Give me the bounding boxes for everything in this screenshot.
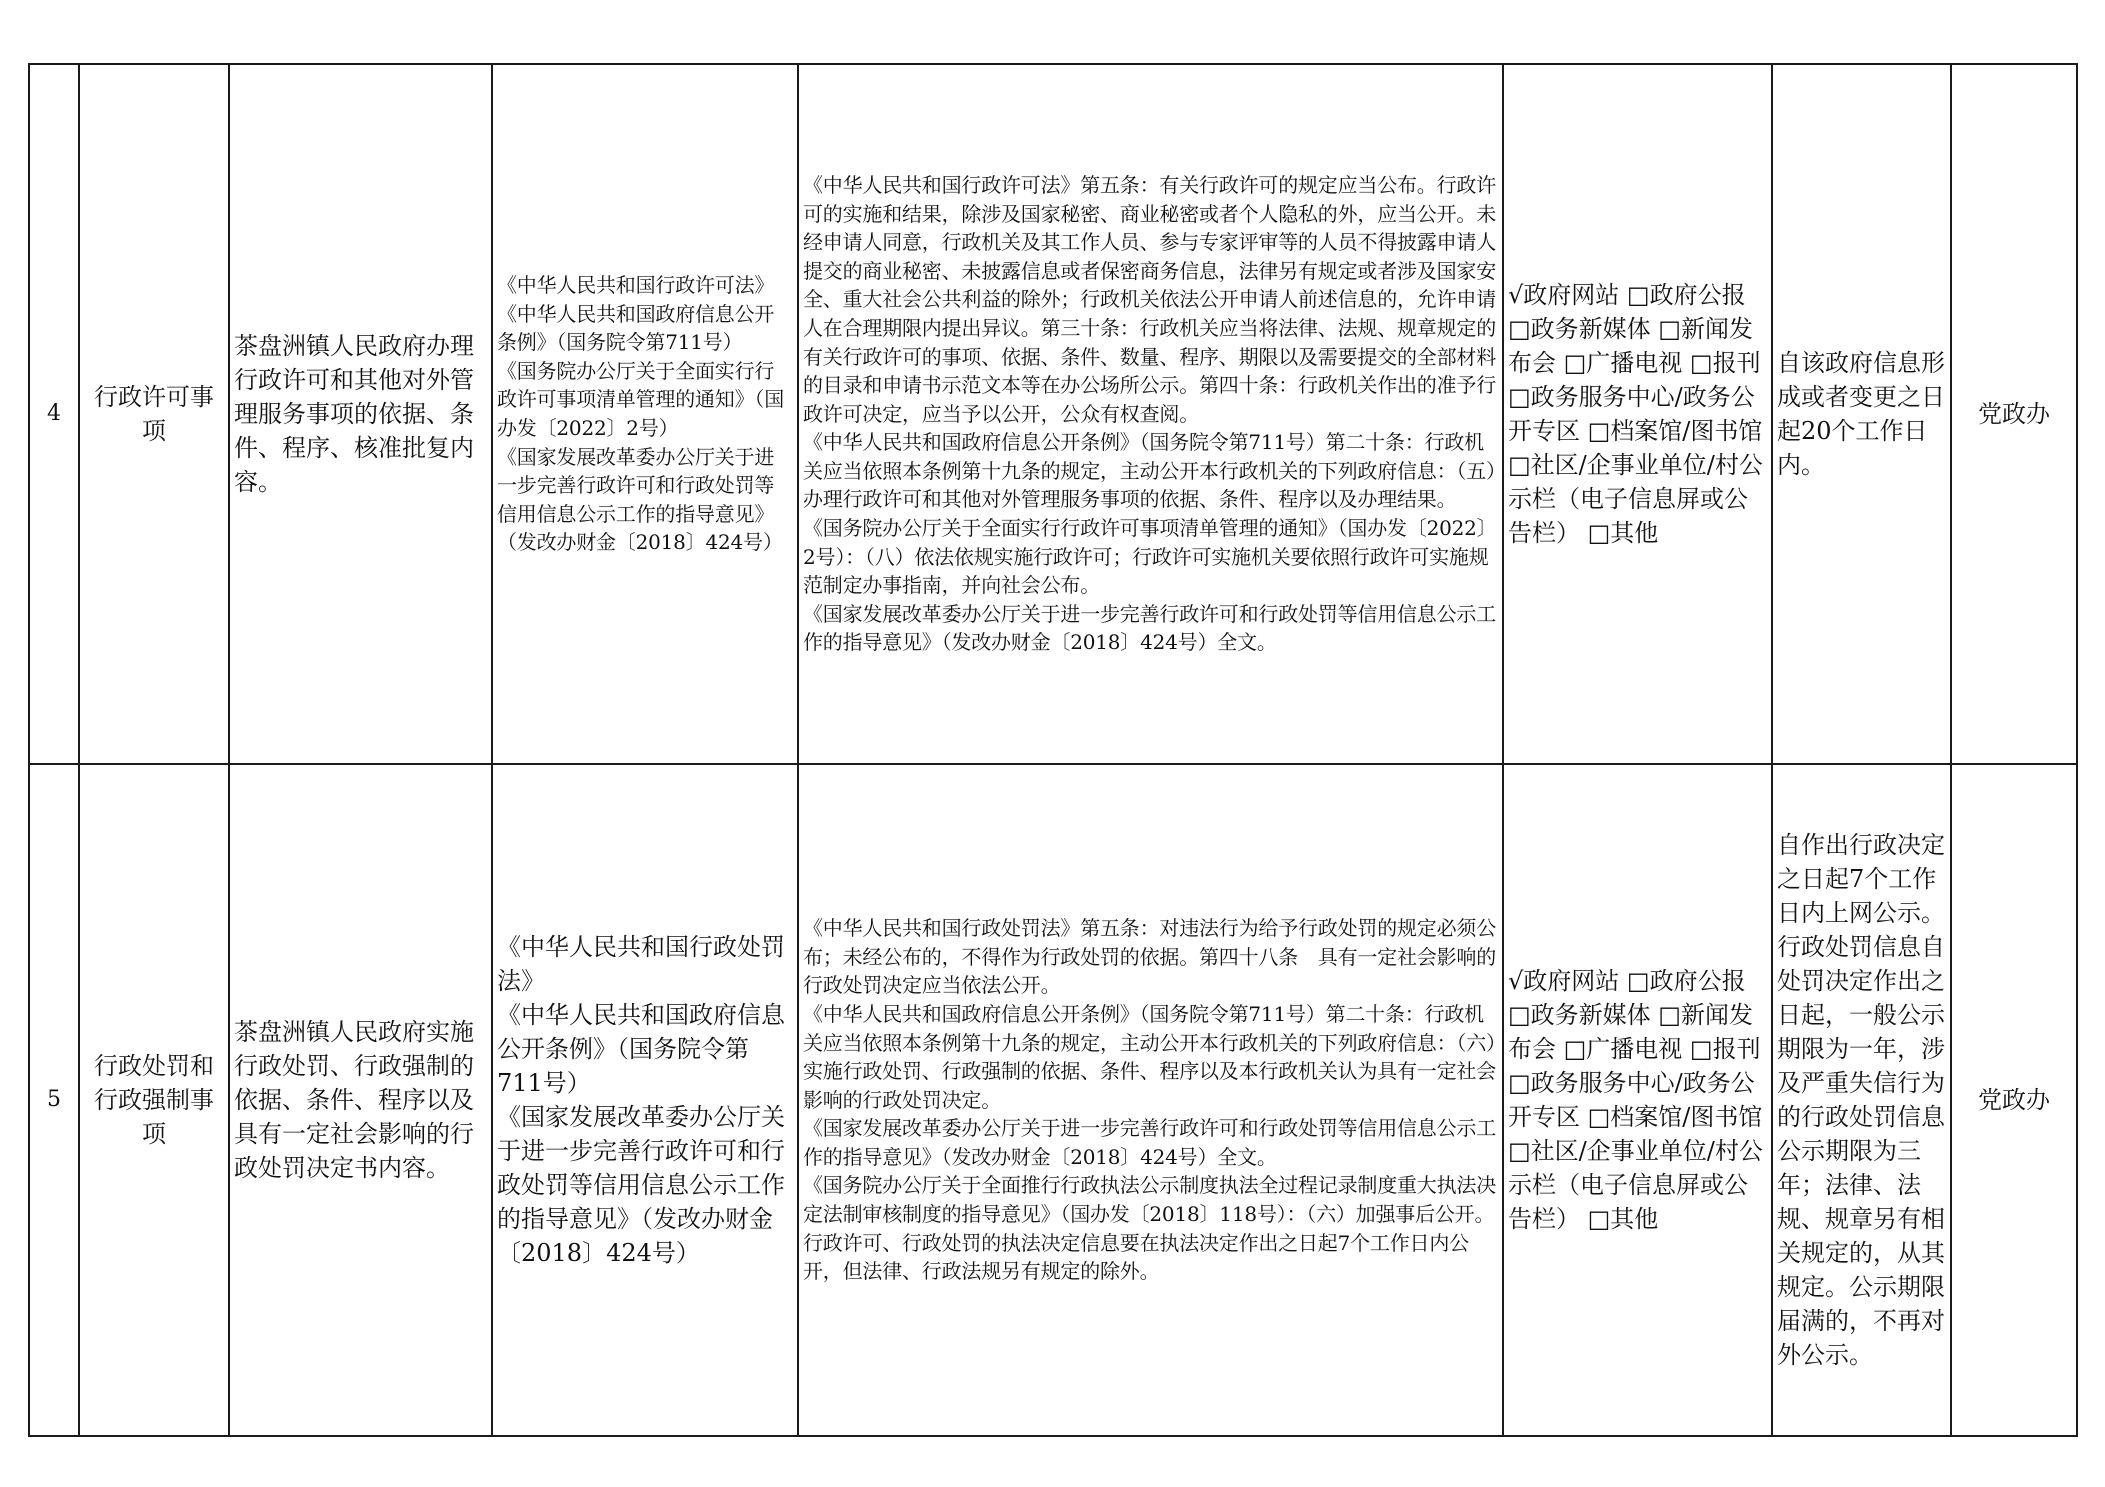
item-category: 行政许可事项 [79, 64, 229, 764]
item-category: 行政处罚和行政强制事项 [79, 764, 229, 1436]
responsible-department: 党政办 [1951, 64, 2077, 764]
row-index: 4 [29, 64, 79, 764]
table-row [29, 64, 2077, 764]
disclosure-content: 茶盘洲镇人民政府办理行政许可和其他对外管理服务事项的依据、条件、程序、核准批复内容。 [229, 64, 492, 764]
disclosure-channels: √政府网站 □政府公报 □政务新媒体 □新闻发布会 □广播电视 □报刊 □政务服务中心/政务公开专区 □档案馆/图书馆 □社区/企事业单位/村公示栏（电子信息屏或公告栏） □其他 [1503, 764, 1772, 1436]
disclosure-table [28, 63, 2078, 1437]
table-row [29, 764, 2077, 1436]
disclosure-channels: √政府网站 □政府公报 □政务新媒体 □新闻发布会 □广播电视 □报刊 □政务服务中心/政务公开专区 □档案馆/图书馆 □社区/企事业单位/村公示栏（电子信息屏或公告栏） □其他 [1503, 64, 1772, 764]
time-limit: 自该政府信息形成或者变更之日起20个工作日内。 [1772, 64, 1951, 764]
disclosure-content: 茶盘洲镇人民政府实施行政处罚、行政强制的依据、条件、程序以及具有一定社会影响的行政处罚决定书内容。 [229, 764, 492, 1436]
basis-detail-text: 《中华人民共和国行政处罚法》第五条：对违法行为给予行政处罚的规定必须公布；未经公布的，不得作为行政处罚的依据。第四十八条 具有一定社会影响的行政处罚决定应当依法公开。 《中华人民共和国政府信息公开条例》（国务院令第711号）第二十条：行政机关应当依照本条例第十九条的规定，主动公开本行政机关的下列政府信息：（六）实施行政处罚、行政强制的依据、条件、程序以及本行政机关认为具有一定社会影响的行政处罚决定。 《国家发展改革委办公厅关于进一步完善行政许可和行政处罚等信用信息公示工作的指导意见》（发改办财金〔2018〕424号）全文。 《国务院办公厅关于全面推行行政执法公示制度执法全过程记录制度重大执法决定法制审核制度的指导意见》（国办发〔2018〕118号）：（六）加强事后公开。行政许可、行政处罚的执法决定信息要在执法决定作出之日起7个工作日内公开，但法律、行政法规另有规定的除外。 [803, 916, 1496, 1284]
legal-basis: 《中华人民共和国行政许可法》 《中华人民共和国政府信息公开条例》（国务院令第711号） 《国务院办公厅关于全面实行行政许可事项清单管理的通知》（国办发〔2022〕2号） 《国家发展改革委办公厅关于进一步完善行政许可和行政处罚等信用信息公示工作的指导意见》（发改办财金〔2018〕424号） [492, 64, 798, 764]
row-index: 5 [29, 764, 79, 1436]
basis-detail [798, 764, 1503, 1436]
legal-basis: 《中华人民共和国行政处罚法》 《中华人民共和国政府信息公开条例》（国务院令第711号） 《国家发展改革委办公厅关于进一步完善行政许可和行政处罚等信用信息公示工作的指导意见》（发改办财金〔2018〕424号） [492, 764, 798, 1436]
basis-detail [798, 64, 1503, 764]
basis-detail-text: 《中华人民共和国行政许可法》第五条：有关行政许可的规定应当公布。行政许可的实施和结果，除涉及国家秘密、商业秘密或者个人隐私的外，应当公开。未经申请人同意，行政机关及其工作人员、参与专家评审等的人员不得披露申请人提交的商业秘密、未披露信息或者保密商务信息，法律另有规定或者涉及国家安全、重大社会公共利益的除外；行政机关依法公开申请人前述信息的，允许申请人在合理期限内提出异议。第三十条：行政机关应当将法律、法规、规章规定的有关行政许可的事项、依据、条件、数量、程序、期限以及需要提交的全部材料的目录和申请书示范文本等在办公场所公示。第四十条：行政机关作出的准予行政许可决定，应当予以公开，公众有权查阅。 《中华人民共和国政府信息公开条例》（国务院令第711号）第二十条：行政机关应当依照本条例第十九条的规定，主动公开本行政机关的下列政府信息：（五）办理行政许可和其他对外管理服务事项的依据、条件、程序以及办理结果。 《国务院办公厅关于全面实行行政许可事项清单管理的通知》（国办发〔2022〕2号）：（八）依法依规实施行政许可；行政许可实施机关要依照行政许可实施规范制定办事指南，并向社会公布。 《国家发展改革委办公厅关于进一步完善行政许可和行政处罚等信用信息公示工作的指导意见》（发改办财金〔2018〕424号）全文。 [803, 172, 1497, 655]
time-limit: 自作出行政决定之日起7个工作日内上网公示。行政处罚信息自处罚决定作出之日起，一般公示期限为一年，涉及严重失信行为的行政处罚信息公示期限为三年；法律、法规、规章另有相关规定的，从其规定。公示期限届满的，不再对外公示。 [1772, 764, 1951, 1436]
responsible-department: 党政办 [1951, 764, 2077, 1436]
